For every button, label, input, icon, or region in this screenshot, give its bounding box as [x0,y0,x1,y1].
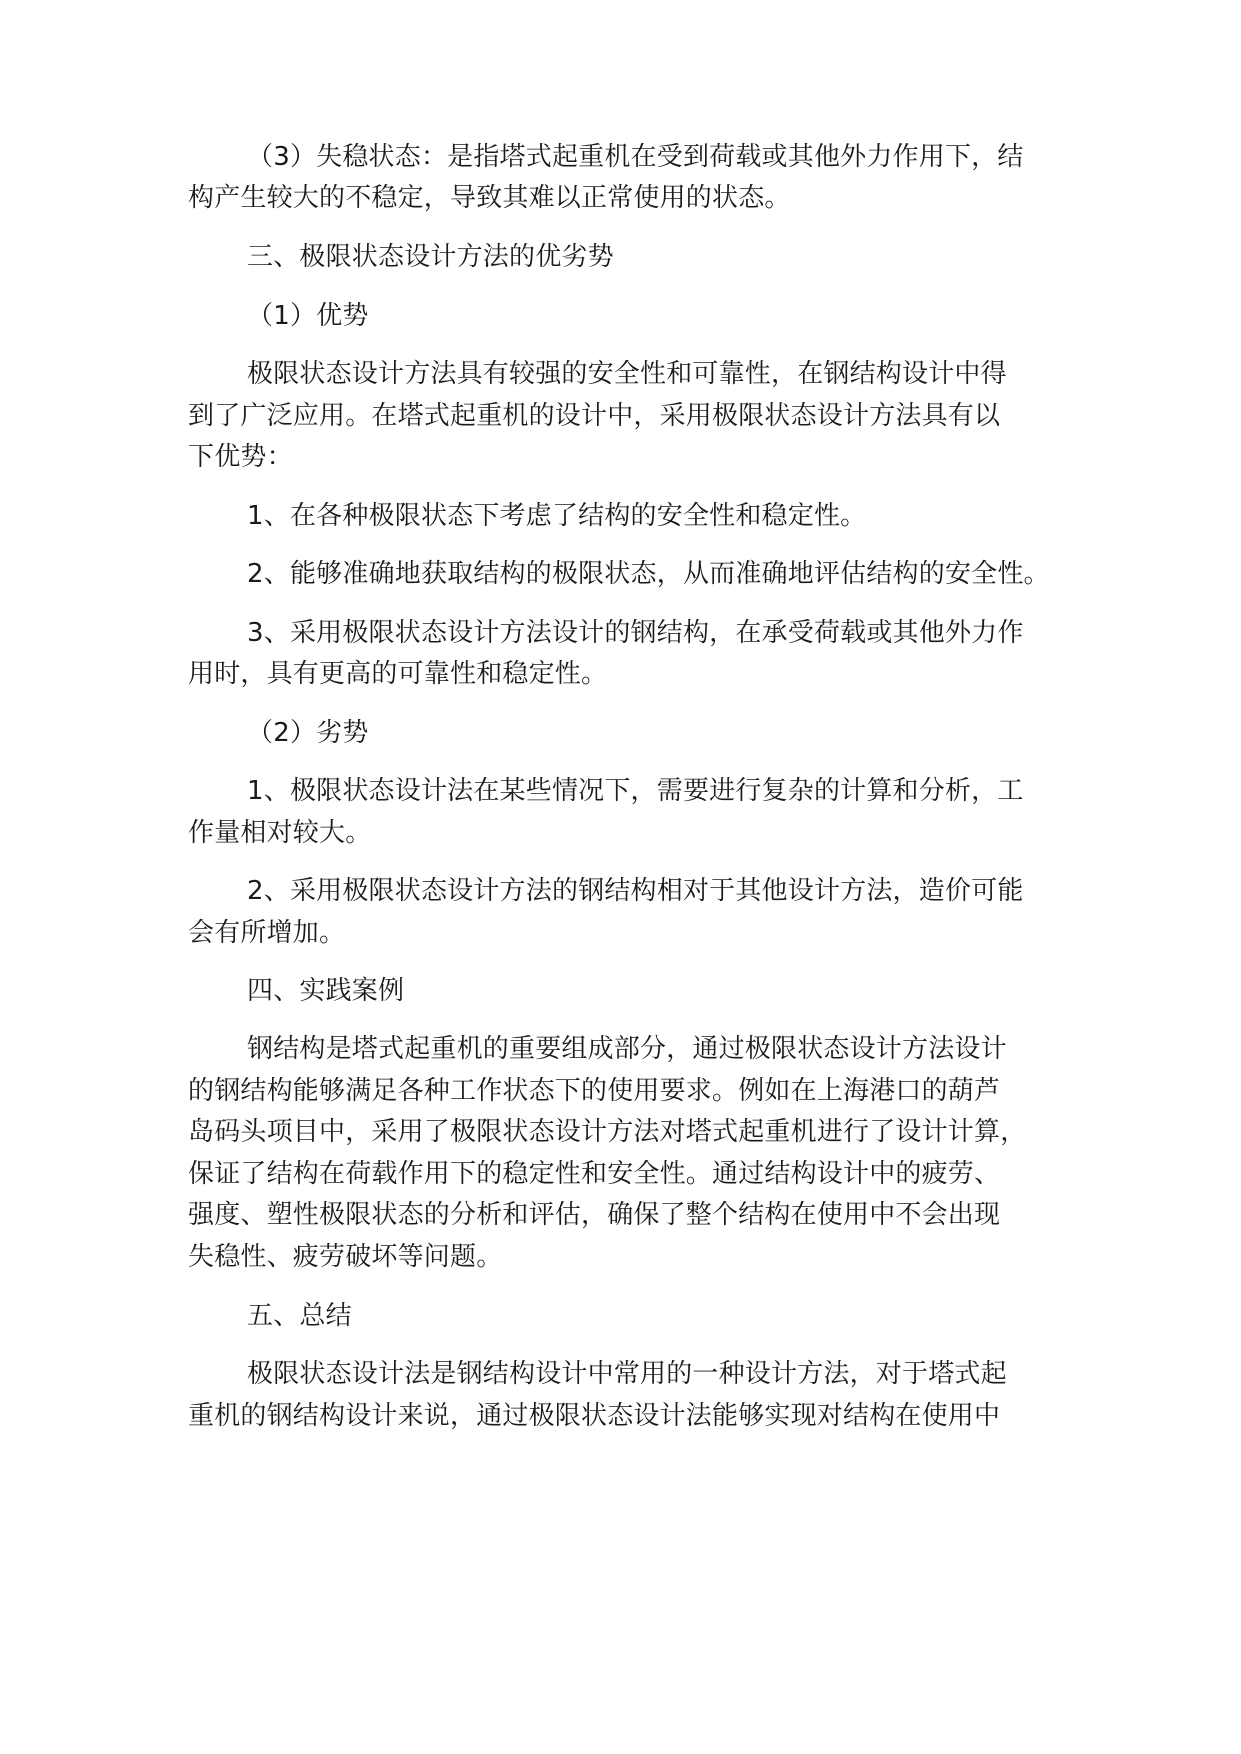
paragraph-line: （3）失稳状态：是指塔式起重机在受到荷载或其他外力作用下，结 [247,142,1024,172]
list-item: 1、在各种极限状态下考虑了结构的安全性和稳定性。 [247,501,867,531]
paragraph-line: 强度、塑性极限状态的分析和评估，确保了整个结构在使用中不会出现 [188,1200,1001,1230]
subsection-heading: （1）优势 [247,301,369,331]
list-item: 2、能够准确地获取结构的极限状态，从而准确地评估结构的安全性。 [247,559,1050,589]
list-item: 作量相对较大。 [188,818,372,848]
section-heading: 三、极限状态设计方法的优劣势 [247,242,614,272]
section-heading: 五、总结 [247,1301,352,1331]
paragraph-line: 钢结构是塔式起重机的重要组成部分，通过极限状态设计方法设计 [247,1034,1007,1064]
paragraph-line: 下优势： [188,442,293,472]
paragraph-line: 重机的钢结构设计来说，通过极限状态设计法能够实现对结构在使用中 [188,1401,1001,1431]
paragraph-line: 到了广泛应用。在塔式起重机的设计中，采用极限状态设计方法具有以 [188,401,1001,431]
paragraph-line: 极限状态设计法是钢结构设计中常用的一种设计方法，对于塔式起 [247,1359,1007,1389]
list-item: 用时，具有更高的可靠性和稳定性。 [188,659,608,689]
paragraph-line: 的钢结构能够满足各种工作状态下的使用要求。例如在上海港口的葫芦 [188,1076,1001,1106]
paragraph-line: 岛码头项目中，采用了极限状态设计方法对塔式起重机进行了设计计算， [188,1117,1027,1147]
section-heading: 四、实践案例 [247,976,405,1006]
list-item: 2、采用极限状态设计方法的钢结构相对于其他设计方法，造价可能 [247,876,1024,906]
paragraph-line: 保证了结构在荷载作用下的稳定性和安全性。通过结构设计中的疲劳、 [188,1159,1001,1189]
paragraph-line: 极限状态设计方法具有较强的安全性和可靠性，在钢结构设计中得 [247,359,1007,389]
subsection-heading: （2）劣势 [247,718,369,748]
list-item: 3、采用极限状态设计方法设计的钢结构，在承受荷载或其他外力作 [247,618,1024,648]
list-item: 1、极限状态设计法在某些情况下，需要进行复杂的计算和分析，工 [247,776,1024,806]
paragraph-line: 构产生较大的不稳定，导致其难以正常使用的状态。 [188,183,791,213]
paragraph-line: 失稳性、疲劳破坏等问题。 [188,1242,503,1272]
list-item: 会有所增加。 [188,918,346,948]
